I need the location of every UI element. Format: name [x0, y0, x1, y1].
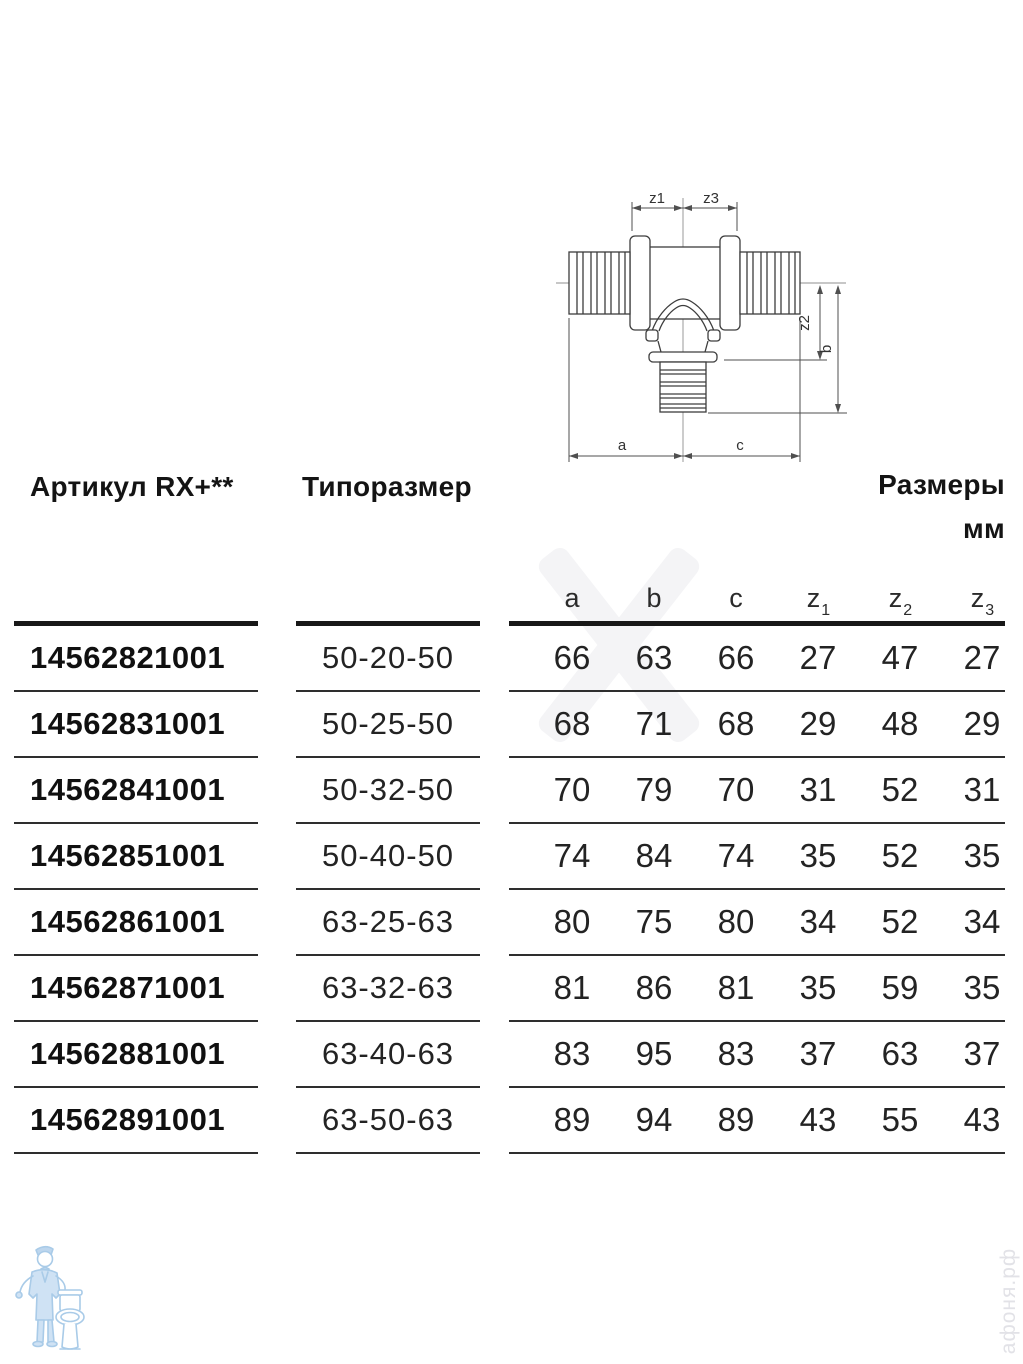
- dim-value-b: 86: [635, 969, 673, 1006]
- size-code: 50-32-50: [321, 772, 455, 807]
- table-row: [0, 692, 1023, 758]
- size-code: 63-25-63: [321, 904, 455, 939]
- row-divider: [14, 1152, 258, 1154]
- dim-value-c: 74: [717, 837, 755, 874]
- dim-value-b: 84: [635, 837, 673, 874]
- plumber-logo-watermark: [12, 1242, 86, 1356]
- dim-value-z1: 31: [799, 771, 837, 808]
- table-row: [0, 956, 1023, 1022]
- dim-label-z1: z1: [649, 190, 665, 207]
- dim-value-z3: 43: [963, 1101, 1001, 1138]
- article-number: 14562831001: [30, 706, 226, 741]
- size-code: 63-40-63: [321, 1036, 455, 1071]
- dim-value-z2: 52: [881, 837, 919, 874]
- article-number: 14562841001: [30, 772, 226, 807]
- dim-label-a: a: [617, 437, 627, 454]
- dimension-column-headers: [531, 572, 1023, 619]
- dim-value-z2: 59: [881, 969, 919, 1006]
- article-number: 14562851001: [30, 838, 226, 873]
- table-row: [0, 758, 1023, 824]
- dim-value-z2: 52: [881, 771, 919, 808]
- table-row: [0, 824, 1023, 890]
- size-code: 63-32-63: [321, 970, 455, 1005]
- dim-value-z3: 29: [963, 705, 1001, 742]
- dim-value-z2: 55: [881, 1101, 919, 1138]
- table-row: [0, 890, 1023, 956]
- dim-value-b: 79: [635, 771, 673, 808]
- dim-value-z3: 35: [963, 969, 1001, 1006]
- dim-label-z3: z3: [703, 190, 719, 207]
- dim-value-z3: 37: [963, 1035, 1001, 1072]
- dim-value-a: 81: [553, 969, 591, 1006]
- tee-fitting-body: [569, 236, 800, 412]
- dim-value-b: 94: [635, 1101, 673, 1138]
- dim-value-z3: 27: [963, 639, 1001, 676]
- dim-value-z1: 37: [799, 1035, 837, 1072]
- dim-col-header-z1: $z_1$: [806, 583, 831, 619]
- dim-col-header-z3: $z_3$: [970, 583, 995, 619]
- dim-value-z1: 35: [799, 837, 837, 874]
- site-watermark: афоня.рф: [997, 1247, 1020, 1355]
- size-code: 50-20-50: [321, 640, 455, 675]
- dim-value-a: 83: [553, 1035, 591, 1072]
- tee-fitting-diagram: [540, 172, 870, 472]
- dimensions-unit-label: мм: [962, 513, 1005, 544]
- dim-value-z1: 43: [799, 1101, 837, 1138]
- dim-value-z3: 35: [963, 837, 1001, 874]
- dim-value-a: 80: [553, 903, 591, 940]
- dim-value-c: 83: [717, 1035, 755, 1072]
- dim-value-b: 71: [635, 705, 673, 742]
- dim-value-c: 80: [717, 903, 755, 940]
- dim-col-header-b: b: [646, 583, 662, 613]
- table-row: [0, 1022, 1023, 1088]
- article-number: 14562871001: [30, 970, 226, 1005]
- dim-col-header-c: c: [729, 583, 743, 613]
- dim-value-z1: 27: [799, 639, 837, 676]
- dim-value-c: 66: [717, 639, 755, 676]
- column-group-title-dimensions: Размеры: [878, 469, 1005, 500]
- dim-value-z3: 31: [963, 771, 1001, 808]
- article-number: 14562861001: [30, 904, 226, 939]
- column-group-title-size: Типоразмер: [302, 471, 472, 502]
- article-number: 14562881001: [30, 1036, 226, 1071]
- dim-value-z2: 47: [881, 639, 919, 676]
- table-row: [0, 1088, 1023, 1154]
- dim-value-c: 81: [717, 969, 755, 1006]
- dim-value-b: 75: [635, 903, 673, 940]
- dim-label-b: b: [818, 344, 835, 354]
- size-code: 50-25-50: [321, 706, 455, 741]
- size-code: 63-50-63: [321, 1102, 455, 1137]
- dim-value-z3: 34: [963, 903, 1001, 940]
- column-group-title-article: Артикул RX+**: [30, 471, 234, 502]
- dim-col-header-a: a: [564, 583, 580, 613]
- dim-value-a: 89: [553, 1101, 591, 1138]
- dim-value-a: 74: [553, 837, 591, 874]
- dim-value-a: 66: [553, 639, 591, 676]
- dim-value-c: 70: [717, 771, 755, 808]
- dim-value-c: 68: [717, 705, 755, 742]
- dim-label-z2: z2: [796, 315, 813, 331]
- dim-value-z2: 52: [881, 903, 919, 940]
- dim-value-a: 70: [553, 771, 591, 808]
- dim-value-z1: 29: [799, 705, 837, 742]
- row-divider: [509, 1152, 1005, 1154]
- table-row: [0, 626, 1023, 692]
- dim-value-z1: 35: [799, 969, 837, 1006]
- dim-label-c: c: [736, 437, 744, 454]
- size-code: 50-40-50: [321, 838, 455, 873]
- dim-value-z2: 48: [881, 705, 919, 742]
- dim-value-z1: 34: [799, 903, 837, 940]
- row-divider: [296, 1152, 480, 1154]
- dim-value-a: 68: [553, 705, 591, 742]
- dim-col-header-z2: $z_2$: [888, 583, 913, 619]
- dim-value-c: 89: [717, 1101, 755, 1138]
- article-number: 14562821001: [30, 640, 226, 675]
- dim-value-b: 95: [635, 1035, 673, 1072]
- dim-value-z2: 63: [881, 1035, 919, 1072]
- dim-value-b: 63: [635, 639, 673, 676]
- article-number: 14562891001: [30, 1102, 226, 1137]
